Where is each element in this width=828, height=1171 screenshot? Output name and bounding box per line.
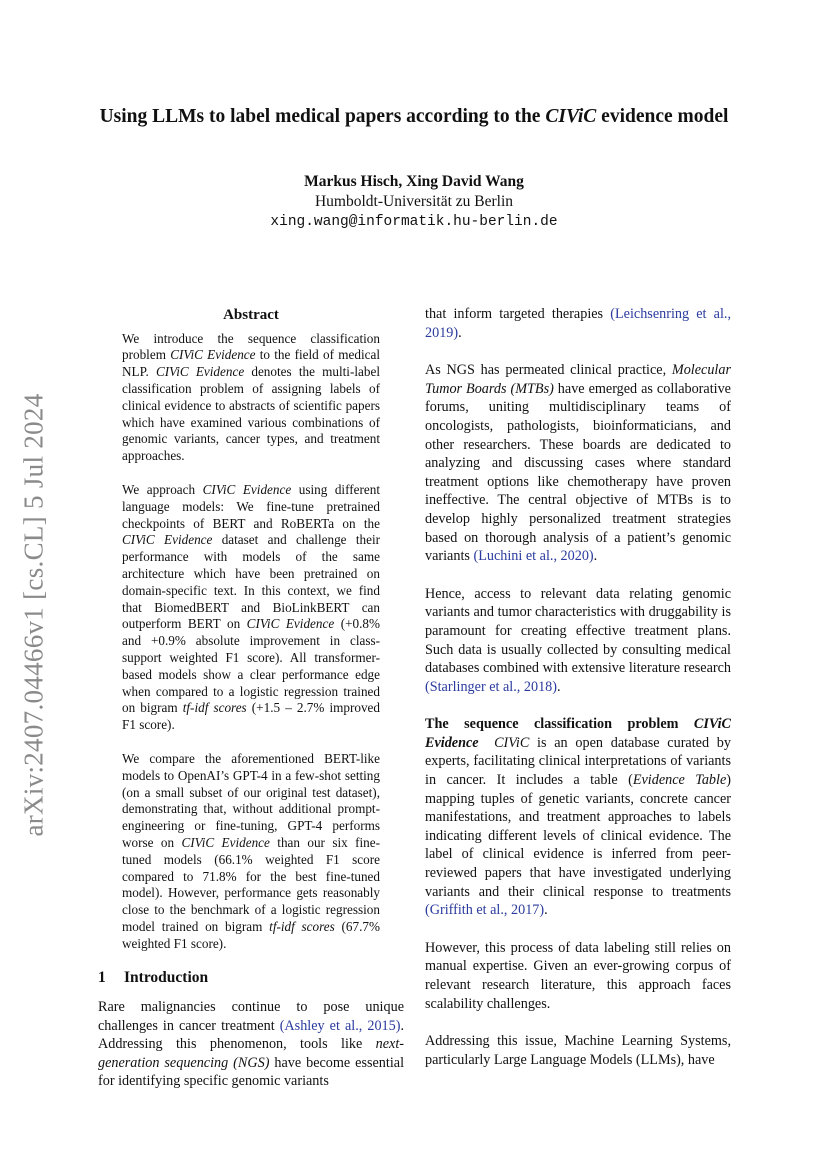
citation-ashley[interactable]: (Ashley et al., 2015) bbox=[279, 1017, 401, 1034]
intro-paragraph-2: As NGS has permeated clinical practice, Molecular Tumor Boards (MTBs) have emerged as collaborative forums, uniting multidisciplinary teams of oncologists, pathologists, bioinformaticians, and other researchers. These boards are dedicated to analyzing and discussing cases where standard treatment options like chemotherapy have proven ineffective. The central objective of MTBs is to develop highly personalized treatment strategies based on thorough analysis of a patient’s genomic variants (Luchini et al., 2020). bbox=[425, 362, 731, 565]
paper-title: Using LLMs to label medical papers according to the CIViC evidence model bbox=[99, 106, 729, 127]
abstract-heading: Abstract bbox=[223, 307, 279, 323]
right-column bbox=[425, 306, 731, 1088]
intro-paragraph-3: Hence, access to relevant data relating genomic variants and tumor characteristics with druggability is paramount for creating effective treatment plans. Such data is usually collected by consulting medical databases combined with extensive literature research (Starlinger et al., 2018). bbox=[425, 585, 731, 695]
intro-paragraph-6: Addressing this issue, Machine Learning Systems, particularly Large Language Models (LLMs), have bbox=[425, 1033, 731, 1068]
abstract-body bbox=[122, 331, 380, 953]
citation-leichsenring[interactable]: (Leichsenring et al., 2019) bbox=[425, 306, 732, 341]
intro-paragraph-1-part-1: Rare malignancies continue to pose unique challenges in cancer treatment (Ashley et al., 2015). Addressing this phenomenon, tools like next-generation sequencing (NGS) have become essential for identifying specific genomic variants bbox=[98, 999, 405, 1090]
citation-griffith[interactable]: (Griffith et al., 2017) bbox=[425, 902, 545, 919]
citation-starlinger[interactable]: (Starlinger et al., 2018) bbox=[425, 678, 557, 695]
section-heading-introduction: 1 Introduction bbox=[98, 969, 209, 987]
abstract-paragraph-2: We approach CIViC Evidence using different language models: We fine-tune pretrained checkpoints of BERT and RoBERTa on the CIViC Evidence dataset and challenge their performance with models of the same architecture which have been pretrained on domain-specific text. In this context, we find that BiomedBERT and BioLinkBERT can outperform BERT on CIViC Evidence (+0.8% and +0.9% absolute improvement in class-support weighted F1 score). All transformer-based models show a clear performance edge when compared to a logistic regression trained on bigram tf-idf scores (+1.5 – 2.7% improved F1 score). bbox=[122, 481, 381, 733]
intro-paragraph-1-part-2: that inform targeted therapies (Leichsenring et al., 2019). bbox=[425, 306, 732, 341]
citation-luchini[interactable]: (Luchini et al., 2020) bbox=[473, 548, 594, 565]
author-block bbox=[0, 172, 828, 232]
intro-paragraph-5: However, this process of data labeling still relies on manual expertise. Given an ever-growing corpus of relevant research literature, this approach faces scalability challenges. bbox=[425, 939, 731, 1012]
author-names: Markus Hisch, Xing David Wang bbox=[304, 173, 524, 190]
abstract-paragraph-1: We introduce the sequence classification problem CIViC Evidence to the field of medical NLP. CIViC Evidence denotes the multi-label classification problem of assigning labels of clinical evidence to abstracts of scientific papers which have examined various combinations of genomic variants, cancer types, and treatment approaches. bbox=[122, 330, 380, 464]
author-email: xing.wang@informatik.hu-berlin.de bbox=[270, 214, 558, 230]
intro-paragraph-4: The sequence classification problem CIViC Evidence CIViC is an open database curated by experts, facilitating clinical interpretations of variants in cancer. It includes a table (Evidence Table) mapping tuples of genetic variants, concrete cancer manifestations, and treatment approaches to labels indicating different levels of clinical evidence. The label of clinical evidence is inferred from peer-reviewed papers that have investigated underlying variants and their clinical response to treatments (Griffith et al., 2017). bbox=[425, 716, 731, 919]
abstract-paragraph-3: We compare the aforementioned BERT-like models to OpenAI’s GPT-4 in a few-shot setting (on a small subset of our original test dataset), demonstrating that, without additional prompt-engineering or fine-tuning, GPT-4 performs worse on CIViC Evidence than our six fine-tuned models (66.1% weighted F1 score compared to 71.8% for the best fine-tuned model). However, performance gets reasonably close to the benchmark of a logistic regression model trained on bigram tf-idf scores (67.7% weighted F1 score). bbox=[122, 750, 380, 951]
arxiv-identifier: arXiv:2407.04466v1 [cs.CL] 5 Jul 2024 bbox=[18, 393, 49, 837]
affiliation: Humboldt-Universität zu Berlin bbox=[314, 193, 514, 210]
left-column bbox=[98, 306, 404, 1091]
